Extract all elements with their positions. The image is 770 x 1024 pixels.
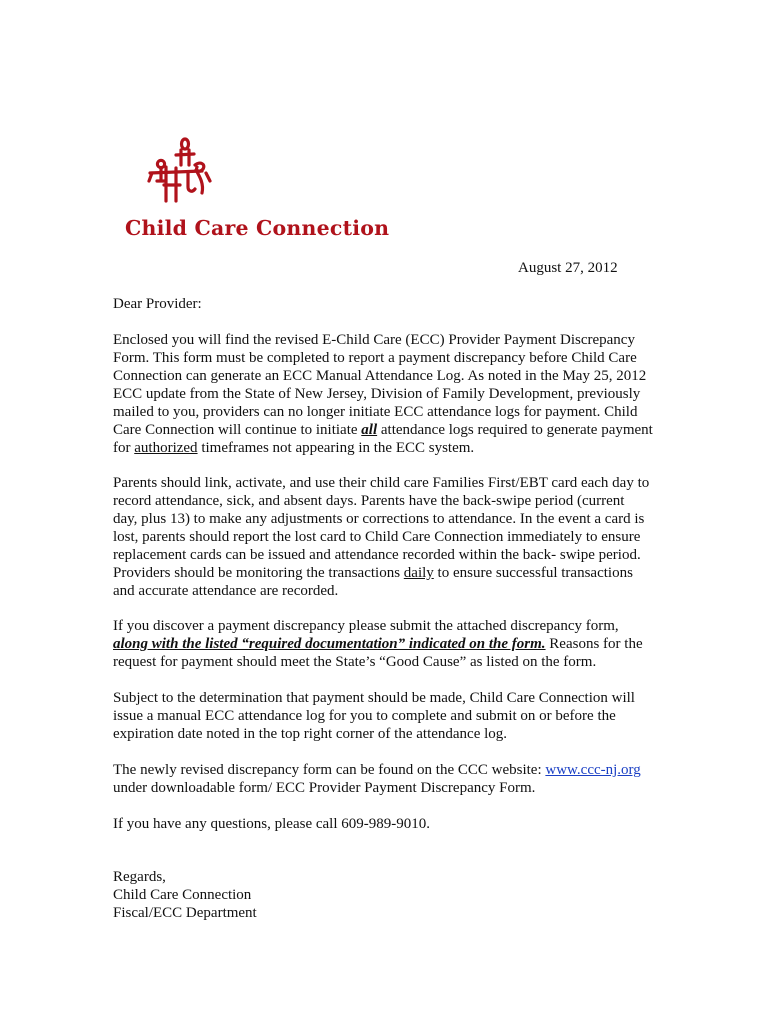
closing-department: Fiscal/ECC Department (113, 905, 257, 921)
text-run: for (113, 440, 135, 456)
text-run: Care Connection will continue to initiate (113, 422, 362, 438)
emphasis-all: all (361, 422, 378, 438)
emphasis-required-documentation: along with the listed “required documentation” indicated on the form. (113, 636, 546, 652)
line (113, 761, 673, 779)
paragraph-discrepancy-form (113, 331, 673, 457)
closing-organization: Child Care Connection (113, 887, 252, 903)
line: and accurate attendance are recorded. (113, 583, 339, 599)
line: lost, parents should report the lost card to Child Care Connection immediately to ensure (113, 529, 641, 545)
organization-name: Child Care Connection (125, 216, 390, 240)
line: Enclosed you will find the revised E-Child Care (ECC) Provider Payment Discrepancy (113, 332, 635, 348)
line: Subject to the determination that payment should be made, Child Care Connection will (113, 690, 635, 706)
paragraph-parents (113, 474, 673, 600)
text-run: attendance logs required to generate payment (377, 422, 653, 438)
paragraph-discrepancy-submit (113, 617, 673, 671)
line (113, 564, 673, 582)
line: If you discover a payment discrepancy please submit the attached discrepancy form, (113, 618, 619, 634)
emphasis-daily: daily (403, 565, 434, 581)
line: Parents should link, activate, and use their child care Families First/EBT card each day to (113, 475, 650, 491)
emphasis-authorized: authorized (134, 440, 198, 456)
salutation: Dear Provider: (113, 296, 202, 312)
family-figures-icon (140, 137, 220, 217)
line: day, plus 13) to make any adjustments or corrections to attendance. In the event a card is (113, 511, 645, 527)
line: record attendance, sick, and absent days. Parents have the back-swipe period (current (113, 493, 625, 509)
text-run: The newly revised discrepancy form can be found on the CCC website: (113, 762, 546, 778)
line: request for payment should meet the State’s “Good Cause” as listed on the form. (113, 654, 597, 670)
closing-block (113, 868, 673, 922)
line: mailed to you, providers can no longer initiate ECC attendance logs for payment. Child (113, 404, 638, 420)
text-run: timeframes not appearing in the ECC system. (197, 440, 475, 456)
paragraph-manual-log (113, 689, 673, 743)
line: issue a manual ECC attendance log for you to complete and submit on or before the (113, 708, 616, 724)
line: under downloadable form/ ECC Provider Payment Discrepancy Form. (113, 780, 536, 796)
paragraph-website (113, 761, 673, 797)
line: expiration date noted in the top right corner of the attendance log. (113, 726, 508, 742)
line (113, 421, 673, 439)
text-run: Reasons for the (545, 636, 643, 652)
text-run: to ensure successful transactions (433, 565, 633, 581)
letterhead-logo (124, 137, 390, 247)
letter-date: August 27, 2012 (518, 260, 618, 276)
line (113, 635, 673, 653)
line: replacement cards can be issued and attendance recorded within the back- swipe period. (113, 547, 641, 563)
line: Form. This form must be completed to report a payment discrepancy before Child Care (113, 350, 637, 366)
line: Connection can generate an ECC Manual Attendance Log. As noted in the May 25, 2012 (113, 368, 647, 384)
paragraph-questions: If you have any questions, please call 609-989-9010. (113, 816, 430, 832)
line: ECC update from the State of New Jersey, Division of Family Development, previously (113, 386, 641, 402)
text-run: Providers should be monitoring the transactions (113, 565, 404, 581)
line (113, 439, 673, 457)
website-link[interactable]: www.ccc-nj.org (545, 762, 641, 778)
closing-regards: Regards, (113, 869, 166, 885)
